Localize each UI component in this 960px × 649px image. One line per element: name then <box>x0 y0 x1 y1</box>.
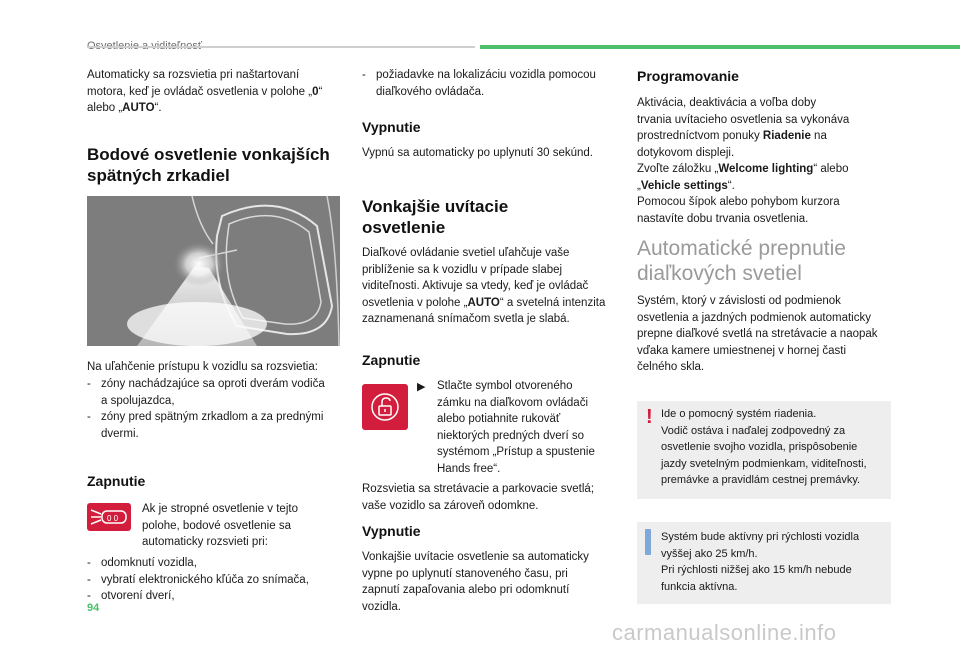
tab-name-vehicle-settings: Vehicle settings <box>640 179 728 192</box>
programming-heading: Programovanie <box>637 68 739 84</box>
list-item: - odomknutí vozidla, <box>87 555 357 572</box>
list-item: - zóny nachádzajúce sa oproti dverám vodiča a spolujazdca, <box>87 378 325 407</box>
welcome-on-line: zámku na diaľkovom ovládači <box>437 396 589 409</box>
prog-line: dotykovom displeji. <box>637 146 735 159</box>
auto-mode-label: AUTO <box>467 296 500 309</box>
prog-line-end: na <box>810 130 827 142</box>
menu-name-riadenie: Riadenie <box>762 130 811 142</box>
intro-quote-close: “ <box>318 85 323 98</box>
warning-note <box>637 401 891 499</box>
prog-quote-close: “. <box>727 179 735 192</box>
high-beam-heading-line-2: diaľkových svetiel <box>637 262 802 285</box>
high-beam-line: prepne diaľkové svetlá na stretávacie a naopak <box>637 328 878 340</box>
list-item-text-cont: a spolujazdca, <box>101 394 175 407</box>
welcome-on-text <box>437 378 622 477</box>
headlamp-switch-icon <box>87 503 131 531</box>
welcome-on-heading: Zapnutie <box>362 352 421 368</box>
list-item-text-cont: dvermi. <box>101 427 139 440</box>
intro-end: “. <box>154 102 162 114</box>
programming-text <box>637 95 897 227</box>
after-line: vaše vozidlo sa zároveň odomkne. <box>362 499 539 512</box>
welcome-after-text <box>362 481 627 514</box>
mirror-zones-list <box>87 376 357 442</box>
switch-on-list <box>87 555 357 605</box>
prog-line-end: “ alebo <box>813 163 849 175</box>
welcome-heading-line-1: Vonkajšie uvítacie <box>362 197 509 216</box>
locate-list <box>362 67 622 100</box>
warning-line: osvetlenie svojho vozidla, prispôsobenie <box>661 441 858 453</box>
switch-text-line-1: Ak je stropné osvetlenie v tejto <box>142 503 298 515</box>
list-item-text: zóny nachádzajúce sa oproti dverám vodiča <box>101 378 325 390</box>
welcome-on-line: niektorých predných dverí so <box>437 429 585 442</box>
welcome-desc-line: priblíženie sa k vozidlu v prípade slabej <box>362 263 563 276</box>
prog-quote-open: „ <box>637 179 641 192</box>
mirror-heading-line-2: spätných zrkadiel <box>87 166 230 185</box>
off-line: Vonkajšie uvítacie osvetlenie sa automaticky <box>362 551 589 563</box>
list-item: - zóny pred spätným zrkadlom a za prednými dvermi. <box>87 411 324 440</box>
auto-high-beam-heading <box>637 236 907 286</box>
info-text <box>661 529 887 595</box>
intro-line-2: motora, keď je ovládač osvetlenia v polohe „ <box>87 85 313 98</box>
info-line: vyššej ako 25 km/h. <box>661 547 758 560</box>
high-beam-line: čelného skla. <box>637 361 705 373</box>
prog-line: nastavíte dobu trvania osvetlenia. <box>637 212 809 225</box>
off-line: vozidla. <box>362 600 401 613</box>
switch-on-text <box>142 501 342 551</box>
warning-text <box>661 406 887 489</box>
auto-high-beam-text <box>637 293 907 376</box>
prog-line: Zvoľte záložku „ <box>637 163 719 175</box>
watermark: carmanualsonline.info <box>612 620 837 645</box>
switch-off-heading: Vypnutie <box>362 119 421 135</box>
switch-text-line-2: polohe, bodové osvetlenie sa <box>142 519 291 532</box>
after-line: Rozsvietia sa stretávacie a parkovacie svetlá; <box>362 483 595 495</box>
info-line: funkcia aktívna. <box>661 580 738 593</box>
welcome-on-line: alebo potiahnite rukoväť <box>437 413 561 425</box>
intro-value-0: 0 <box>312 85 319 98</box>
prog-line: Pomocou šípok alebo pohybom kurzora <box>637 196 840 208</box>
intro-value-auto: AUTO <box>122 102 155 114</box>
welcome-desc-line: viditeľnosti. Aktivuje sa vtedy, keď je ovládač <box>362 280 589 292</box>
bullet-arrow-icon: ▶︎ <box>417 381 426 393</box>
list-item: - otvorení dverí, <box>87 588 357 605</box>
welcome-heading-line-2: osvetlenie <box>362 218 446 237</box>
welcome-on-line: Stlačte symbol otvoreného <box>437 380 573 392</box>
warning-line: jazdy svetelným podmienkam, viditeľnosti, <box>661 457 867 470</box>
page-number: 94 <box>87 602 100 614</box>
intro-line-1: Automaticky sa rozsvietia pri naštartovaní <box>87 69 300 81</box>
high-beam-line: vďaka kamere umiestnenej v hornej časti <box>637 344 847 357</box>
welcome-off-heading: Vypnutie <box>362 523 421 539</box>
list-item-text: vybratí elektronického kľúča zo snímača, <box>101 573 309 586</box>
intro-text <box>87 67 347 117</box>
mirror-illustration <box>87 196 340 346</box>
mirror-heading-line-1: Bodové osvetlenie vonkajších <box>87 145 330 164</box>
warning-line: Ide o pomocný systém riadenia. <box>661 408 817 420</box>
off-line: zapnutí zapaľovania alebo pri odomknutí <box>362 584 570 596</box>
welcome-desc-line: Diaľkové ovládanie svetiel uľahčuje vaše <box>362 247 570 259</box>
header-accent-bar <box>480 45 960 49</box>
switch-on-heading: Zapnutie <box>87 473 146 489</box>
welcome-on-line: systémom „Prístup a spustenie <box>437 446 595 458</box>
intro-line-3: alebo „ <box>87 102 123 114</box>
welcome-off-text <box>362 549 627 615</box>
list-item-text-cont: diaľkového ovládača. <box>376 85 485 98</box>
high-beam-heading-line-1: Automatické prepnutie <box>637 237 846 260</box>
info-note <box>637 522 891 604</box>
info-icon <box>645 529 651 555</box>
list-item-text: požiadavke na lokalizáciu vozidla pomocou <box>376 69 596 81</box>
list-item-text: zóny pred spätným zrkadlom a za prednými <box>101 411 324 423</box>
welcome-on-line: Hands free“. <box>437 462 501 475</box>
welcome-desc-line: zaznamenaná snímačom svetla je slabá. <box>362 313 570 325</box>
header-rule <box>87 46 475 48</box>
list-item-text: otvorení dverí, <box>101 590 175 602</box>
prog-line: trvania uvítacieho osvetlenia sa vykonáva <box>637 113 850 126</box>
svg-text:0 0: 0 0 <box>107 514 119 523</box>
switch-off-text: Vypnú sa automaticky po uplynutí 30 sekúnd. <box>362 147 593 159</box>
welcome-light-heading <box>362 196 622 238</box>
info-line: Pri rýchlosti nižšej ako 15 km/h nebude <box>661 564 852 576</box>
mirror-light-heading <box>87 144 357 186</box>
list-item: - požiadavke na lokalizáciu vozidla pomocou diaľkového ovládača. <box>362 69 596 98</box>
welcome-description <box>362 245 627 328</box>
high-beam-line: Systém, ktorý v závislosti od podmienok <box>637 295 841 307</box>
warning-line: premávke a pravidlám cestnej premávky. <box>661 474 861 486</box>
switch-text-line-3: automaticky rozsvieti pri: <box>142 536 268 548</box>
off-line: vypne po uplynutí stanoveného času, pri <box>362 567 568 580</box>
tab-name-welcome-lighting: Welcome lighting <box>718 163 814 175</box>
warning-icon: ! <box>646 406 653 428</box>
mirror-description: Na uľahčenie prístupu k vozidlu sa rozsvietia: <box>87 361 318 373</box>
unlock-padlock-icon <box>362 384 408 430</box>
info-line: Systém bude aktívny pri rýchlosti vozidla <box>661 531 860 543</box>
list-item: - vybratí elektronického kľúča zo snímača, <box>87 572 357 589</box>
list-item-text: odomknutí vozidla, <box>101 557 197 569</box>
high-beam-line: osvetlenia a jazdných podmienok automaticky <box>637 311 871 324</box>
warning-line: Vodič ostáva i naďalej zodpovedný za <box>661 424 846 437</box>
prog-line: prostredníctvom ponuky <box>637 130 763 142</box>
welcome-desc-line: osvetlenia v polohe „AUTO“ a svetelná intenzita <box>362 296 606 309</box>
prog-line: Aktivácia, deaktivácia a voľba doby <box>637 97 817 109</box>
